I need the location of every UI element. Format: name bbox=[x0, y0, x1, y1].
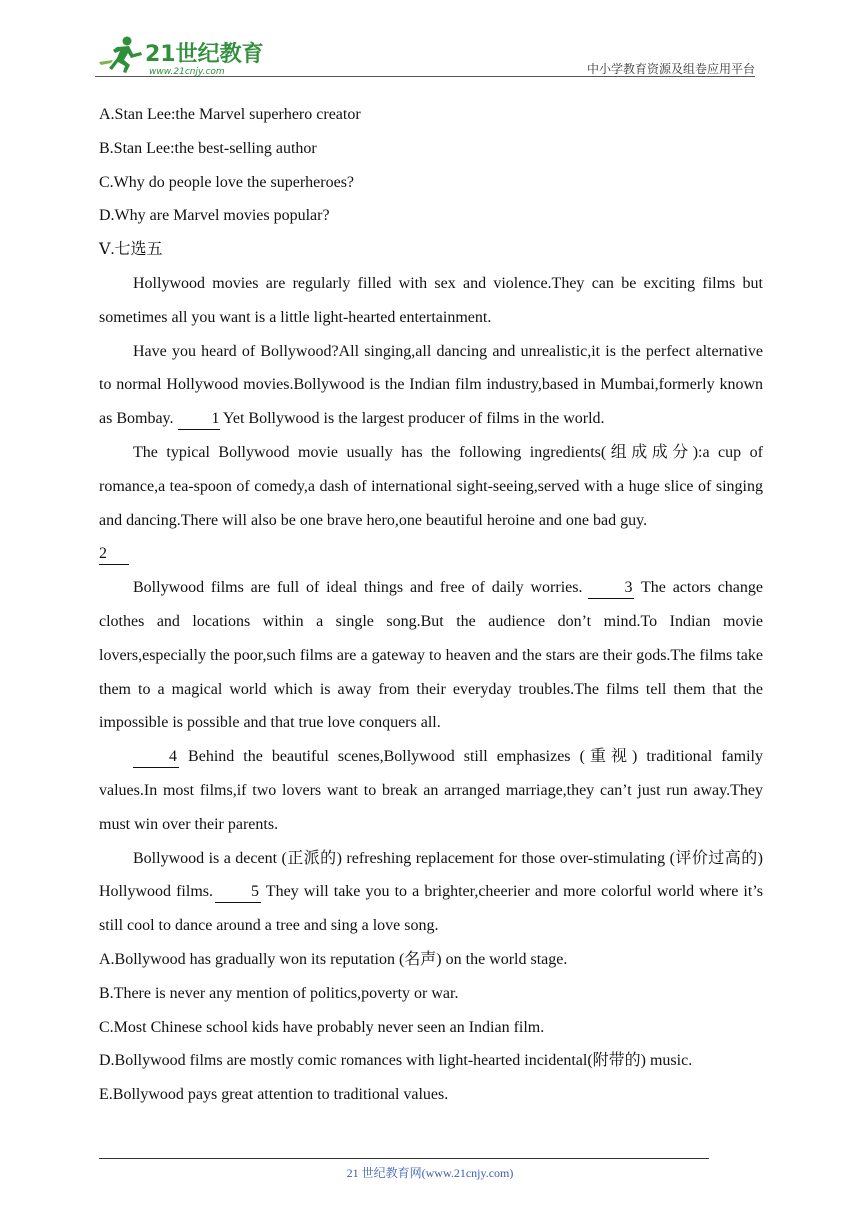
option-c: C.Most Chinese school kids have probably never seen an Indian film. bbox=[99, 1018, 545, 1036]
paragraph-3: The typical Bollywood movie usually has the following ingredients(组成成分):a cup of romance,a tea-spoon of comedy,a dash of international sight-seeing,served with a huge slice of singing and dancing.There will also be one brave hero,one beautiful heroine and one bad guy. bbox=[99, 443, 763, 529]
prev-option-d: D.Why are Marvel movies popular? bbox=[99, 207, 330, 225]
logo-sub-text: www.21cnjy.com bbox=[149, 67, 225, 76]
paragraph-4-text-a: Bollywood films are full of ideal things and free of daily worries. bbox=[133, 579, 583, 597]
blank-2-line bbox=[99, 537, 763, 571]
blank-3: 3 bbox=[588, 578, 634, 599]
prev-option-c: C.Why do people love the superheroes? bbox=[99, 173, 355, 191]
page-header bbox=[95, 30, 755, 76]
page-footer: 21 世纪教育网(www.21cnjy.com) bbox=[346, 1166, 514, 1180]
paragraph-6-text-b: They will take you to a brighter,cheerier and more colorful world where it’s still cool to dance around a tree and sing a love song. bbox=[99, 883, 763, 935]
paragraph-4 bbox=[99, 571, 763, 740]
prev-option-a: A.Stan Lee:the Marvel superhero creator bbox=[99, 106, 361, 123]
header-divider bbox=[95, 76, 755, 77]
option-d: D.Bollywood films are mostly comic romances with light-hearted incidental(附带的) music. bbox=[99, 1052, 693, 1070]
paragraph-5 bbox=[99, 740, 763, 841]
paragraph-6 bbox=[99, 842, 763, 943]
site-logo bbox=[95, 34, 265, 76]
blank-4: 4 bbox=[133, 747, 179, 768]
paragraph-6-text-a: Bollywood is a decent (正派的) refreshing replacement for those over-stimulating (评价过高的) Hollywood films. bbox=[99, 849, 763, 901]
paragraph-1: Hollywood movies are regularly filled with sex and violence.They can be exciting films but sometimes all you want is a little light-hearted entertainment. bbox=[99, 274, 763, 326]
blank-1: 1 bbox=[178, 409, 220, 430]
logo-main-text: 21世纪教育 bbox=[145, 42, 264, 67]
option-a: A.Bollywood has gradually won its reputation (名声) on the world stage. bbox=[99, 950, 568, 968]
paragraph-2-text-b: Yet Bollywood is the largest producer of films in the world. bbox=[219, 410, 605, 428]
blank-5: 5 bbox=[215, 882, 261, 903]
paragraph-4-text-b: The actors change clothes and locations within a single song.But the audience don’t mind.To Indian movie lovers,especially the poor,such films are a gateway to heaven and the stars are their gods.The films take them to a magical world which is away from their everyday troubles.The films tell them that the impossible is possible and that true love conquers all. bbox=[99, 579, 764, 732]
blank-2: 2 bbox=[99, 544, 129, 565]
paragraph-2 bbox=[99, 335, 763, 436]
option-b: B.There is never any mention of politics,poverty or war. bbox=[99, 984, 459, 1002]
footer-divider bbox=[99, 1158, 709, 1159]
document-body bbox=[99, 98, 763, 1112]
section-title: Ⅴ.七选五 bbox=[99, 241, 163, 259]
paragraph-2-text-a: Have you heard of Bollywood?All singing,all dancing and unrealistic,it is the perfect alternative to normal Hollywood movies.Bollywood is the Indian film industry,based in Mumbai,formerly known as Bombay. bbox=[99, 342, 763, 428]
option-e: E.Bollywood pays great attention to traditional values. bbox=[99, 1086, 449, 1104]
runner-icon bbox=[99, 37, 142, 74]
prev-option-b: B.Stan Lee:the best-selling author bbox=[99, 139, 317, 157]
header-platform-text: 中小学教育资源及组卷应用平台 bbox=[586, 62, 755, 76]
paragraph-5-text: Behind the beautiful scenes,Bollywood still emphasizes (重视) traditional family values.In most films,if two lovers want to break an arranged marriage,they can’t just run away.They must win over their parents. bbox=[99, 748, 763, 833]
